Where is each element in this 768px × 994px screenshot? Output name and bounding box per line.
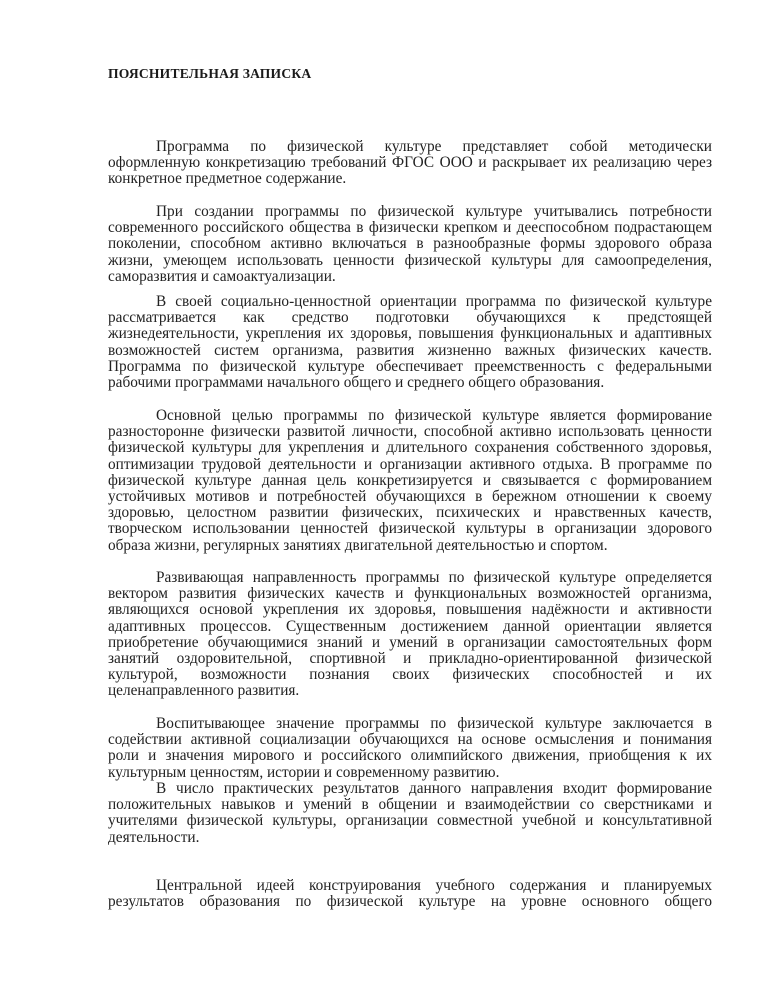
paragraph [108, 878, 712, 910]
text-line: В своей социально-ценностной ориентации программа по физической культуре [156, 293, 712, 310]
text-line: образа жизни, регулярных занятиях двигательной деятельностью и спортом. [108, 536, 608, 554]
text-line: роли и значения мирового и российского олимпийского движения, приобщения к их [108, 747, 712, 765]
paragraph [108, 408, 712, 554]
paragraph [108, 716, 712, 781]
text-line: Развивающая направленность программы по физической культуре определяется [156, 569, 712, 586]
text-line: Центральной идеей конструирования учебного содержания и планируемых [156, 877, 712, 894]
text-line: рассматривается как средство подготовки обучающихся к предстоящей [108, 309, 712, 327]
text-line: оптимизации трудовой деятельности и организации активного отдыха. В программе по [108, 455, 712, 473]
text-line: целенаправленного развития. [108, 682, 300, 700]
text-line: Воспитывающее значение программы по физической культуре заключается в [156, 715, 712, 732]
text-line: здоровью, целостном развитии физических, психических и нравственных качеств, [108, 504, 712, 522]
text-line: положительных навыков и умений в общении и взаимодействии со сверстниками и [108, 796, 712, 814]
text-line: деятельности. [108, 828, 200, 846]
text-line: конкретное предметное содержание. [108, 170, 347, 188]
paragraph [108, 570, 712, 700]
text-line: учителями физической культуры, организации совместной учебной и консультативной [108, 812, 712, 830]
text-line: оформленную конкретизацию требований ФГОС ООО и раскрывает их реализацию через [108, 154, 712, 172]
text-line: современного российского общества в физически крепком и дееспособном подрастающем [108, 219, 712, 237]
paragraph [108, 139, 712, 188]
document-title: ПОЯСНИТЕЛЬНАЯ ЗАПИСКА [108, 66, 312, 81]
text-line: саморазвития и самоактуализации. [108, 267, 336, 285]
text-line: Программа по физической культуре представляет собой методически [156, 138, 712, 155]
text-line: культурным ценностям, истории и современному развитию. [108, 763, 500, 781]
text-line: занятий оздоровительной, спортивной и прикладно-ориентированной физической [108, 649, 712, 667]
text-line: содействии активной социализации обучающихся на основе осмысления и понимания [108, 731, 712, 749]
text-line: физической культуры для укрепления и длительного сохранения собственного здоровья, [108, 439, 712, 457]
paragraph [108, 781, 712, 846]
text-line: адаптивных процессов. Существенным достижением данной ориентации является [108, 617, 712, 635]
text-line: жизнедеятельности, укрепления их здоровья, повышения функциональных и адаптивных [108, 325, 712, 343]
text-line: результатов образования по физической культуре на уровне основного общего [108, 893, 712, 911]
text-line: разносторонне физически развитой личности, способной активно использовать ценности [108, 423, 712, 441]
paragraph [108, 204, 712, 285]
text-line: Основной целью программы по физической культуре является формирование [156, 407, 712, 424]
text-line: физической культуре данная цель конкретизируется и связывается с формированием [108, 471, 712, 489]
text-line: приобретение обучающимися знаний и умений в организации самостоятельных форм [108, 633, 712, 651]
paragraph [108, 294, 712, 391]
text-line: рабочими программами начального общего и среднего общего образования. [108, 373, 605, 391]
text-line: В число практических результатов данного направления входит формирование [156, 780, 712, 797]
text-line: вектором развития физических качеств и функциональных возможностей организма, [108, 585, 712, 603]
text-line: Программа по физической культуре обеспечивает преемственность с федеральными [108, 357, 712, 375]
text-line: поколении, способном активно включаться в разнообразные формы здорового образа [108, 235, 712, 253]
text-line: жизни, умеющем использовать ценности физической культуры для самоопределения, [108, 251, 712, 269]
text-line: При создании программы по физической культуре учитывались потребности [156, 203, 712, 220]
text-line: творческом использовании ценностей физической культуры в организации здорового [108, 520, 712, 538]
text-line: устойчивых мотивов и потребностей обучающихся в бережном отношении к своему [108, 487, 712, 505]
text-line: являющихся основой укрепления их здоровья, повышения надёжности и активности [108, 601, 712, 619]
text-line: культурой, возможности познания своих физических способностей и их [108, 666, 712, 684]
text-line: возможностей систем организма, развития жизненно важных физических качеств. [108, 341, 712, 359]
